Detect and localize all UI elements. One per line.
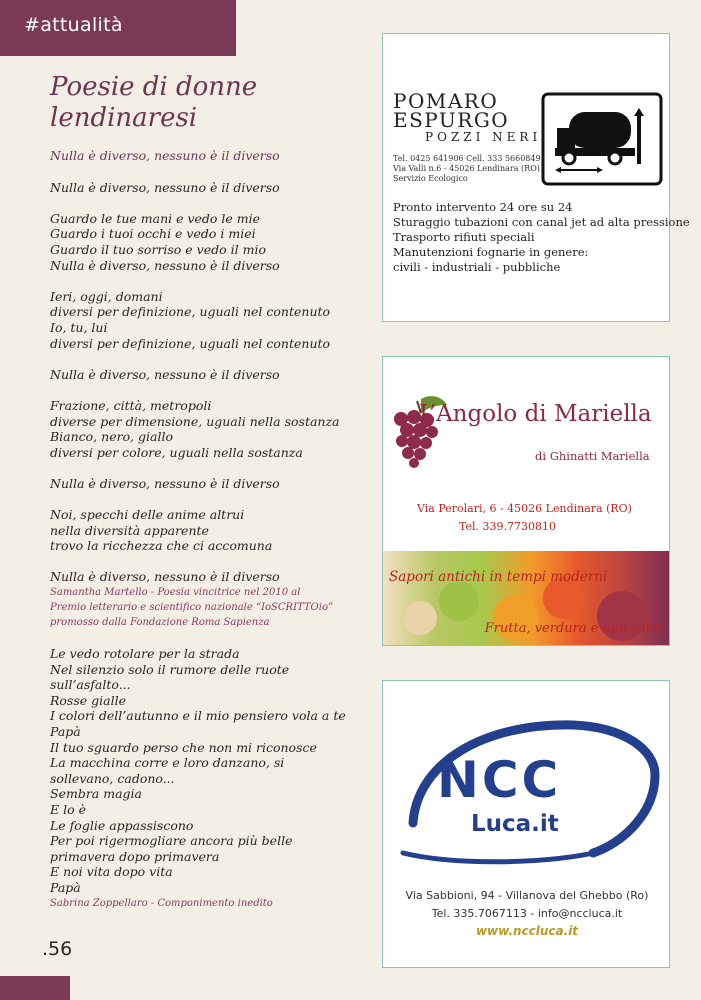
poem-1-stanza — [50, 289, 370, 351]
poem-line: Frazione, città, metropoli — [50, 397, 212, 413]
article — [50, 72, 370, 911]
poem-line: Il tuo sguardo perso che non mi riconosce — [50, 739, 317, 755]
mariella-slogan-2: Frutta, verdura e non solo! — [484, 621, 663, 636]
poem-line: diverse per dimensione, uguali nella sostanza — [50, 413, 340, 429]
ncc-website-link[interactable]: www.nccluca.it — [475, 924, 579, 938]
poem-line: Nel silenzio solo il rumore delle ruote — [50, 661, 290, 677]
poem-2-credit: Sabrina Zoppellaro - Componimento inedito — [50, 897, 273, 909]
poem-line: Papà — [50, 879, 81, 895]
title-line: lendinaresi — [50, 103, 198, 133]
poem-line: Io, tu, lui — [50, 319, 108, 335]
poem-line: diversi per definizione, uguali nel contenuto — [50, 304, 331, 320]
poem-line: Per poi rigermogliare ancora più belle — [50, 833, 293, 849]
poem-line: Nulla è diverso, nessuno è il diverso — [50, 257, 280, 273]
title-line: Poesie di donne — [50, 72, 258, 102]
poem-line: trovo la ricchezza che ci accomuna — [50, 538, 273, 554]
poem-line: La macchina corre e loro danzano, si — [50, 755, 285, 771]
poem-line: diversi per definizione, uguali nel contenuto — [50, 335, 331, 351]
poem-1-stanza — [50, 180, 370, 196]
mariella-slogan: Sapori antichi in tempi moderni — [389, 569, 608, 585]
poem-line: I colori dell’autunno e il mio pensiero vola a te — [50, 708, 346, 724]
ncc-address: Via Sabbioni, 94 - Villanova del Ghebbo (Ro) — [405, 889, 649, 902]
poem-line: Ieri, oggi, domani — [50, 288, 163, 304]
ncc-logo-big: NCC — [437, 751, 562, 809]
poem-line: Le foglie appassiscono — [50, 817, 194, 833]
poem-line: sull’asfalto... — [50, 677, 131, 693]
poem-line: diversi per colore, uguali nella sostanza — [50, 444, 303, 460]
fruit-shape — [403, 601, 437, 635]
poem-1-credit-line: Premio letterario e scientifico nazionale “IoSCRITTOio” — [50, 602, 334, 614]
poem-1-stanza — [50, 367, 370, 383]
poem-1-stanza — [50, 476, 370, 492]
pomaro-contact-line: Via Valli n.6 - 45026 Lendinara (RO) — [393, 164, 540, 173]
mariella-logo-text: L’Angolo di Mariella — [419, 401, 652, 427]
pomaro-service-line: Sturaggio tubazioni con canal jet ad alta pressione — [393, 215, 690, 229]
ad-pomaro-espurgo — [382, 33, 690, 322]
ncc-logo-small: Luca.it — [471, 811, 559, 837]
pomaro-service-line: Trasporto rifiuti speciali — [393, 230, 535, 244]
poem-line: primavera dopo primavera — [50, 848, 220, 864]
poem-1-credit-line: Samantha Martello - Poesia vincitrice nel 2010 al — [50, 587, 301, 599]
mariella-owner: di Ghinatti Mariella — [535, 449, 650, 463]
article-subhead: Nulla è diverso, nessuno è il diverso — [50, 148, 280, 163]
poem-line: Guardo i tuoi occhi e vedo i miei — [50, 226, 256, 242]
pomaro-logo-text — [393, 89, 543, 132]
footer-bar — [0, 976, 70, 1000]
poem-line: nella diversità apparente — [50, 522, 209, 538]
article-title — [50, 72, 370, 134]
poem-2 — [50, 646, 370, 911]
poem-line: Nulla è diverso, nessuno è il diverso — [50, 366, 280, 382]
poem-line: Nulla è diverso, nessuno è il diverso — [50, 179, 280, 195]
pomaro-contact-line: Tel. 0425 641906 Cell. 333 5660849 — [393, 154, 541, 163]
poem-line: Bianco, nero, giallo — [50, 429, 174, 445]
poem-line: sollevano, cadono... — [50, 770, 175, 786]
truck-icon — [541, 92, 663, 186]
poem-1-stanza — [50, 569, 370, 585]
poem-1 — [50, 180, 370, 630]
poem-line: Guardo le tue mani e vedo le mie — [50, 210, 261, 226]
poem-line: Guardo il tuo sorriso e vedo il mio — [50, 241, 266, 257]
fruit-shape — [439, 581, 479, 621]
ncc-address-block — [383, 887, 671, 923]
poem-line: Nulla è diverso, nessuno è il diverso — [50, 475, 280, 491]
poem-1-stanza — [50, 398, 370, 460]
pomaro-service-line: Pronto intervento 24 ore su 24 — [393, 200, 573, 214]
pomaro-service-line: civili - industriali - pubbliche — [393, 260, 561, 274]
poem-1-stanza — [50, 507, 370, 554]
poem-line: Noi, specchi delle anime altrui — [50, 507, 245, 523]
poem-line: E lo è — [50, 801, 86, 817]
poem-line: Le vedo rotolare per la strada — [50, 646, 240, 662]
pomaro-subtitle: POZZI NERI — [425, 130, 542, 144]
poem-1-credit-line: promosso dalla Fondazione Roma Sapienza — [50, 617, 270, 629]
poem-1-stanza — [50, 211, 370, 273]
poem-line: Rosse gialle — [50, 692, 126, 708]
ad-angolo-di-mariella — [382, 356, 670, 646]
pomaro-service-line: Manutenzioni fognarie in genere: — [393, 245, 589, 259]
ad-ncc-luca — [382, 680, 670, 968]
poem-line: Sembra magia — [50, 786, 142, 802]
pomaro-services — [393, 200, 690, 275]
pomaro-name-line: POMARO — [393, 89, 499, 113]
pomaro-name-line: ESPURGO — [393, 108, 510, 132]
mariella-address-block — [417, 500, 632, 536]
page-number: .56 — [42, 938, 73, 960]
pomaro-contact — [393, 154, 541, 184]
poem-line: E noi vita dopo vita — [50, 864, 173, 880]
poem-line: Papà — [50, 724, 81, 739]
section-tab: #attualità — [0, 0, 236, 56]
ncc-contact: Tel. 335.7067113 - info@nccluca.it — [431, 907, 623, 920]
mariella-phone: Tel. 339.7730810 — [459, 520, 556, 533]
pomaro-contact-line: Servizio Ecologico — [393, 174, 468, 183]
poem-line: Nulla è diverso, nessuno è il diverso — [50, 569, 280, 585]
mariella-address: Via Perolari, 6 - 45026 Lendinara (RO) — [417, 502, 632, 515]
